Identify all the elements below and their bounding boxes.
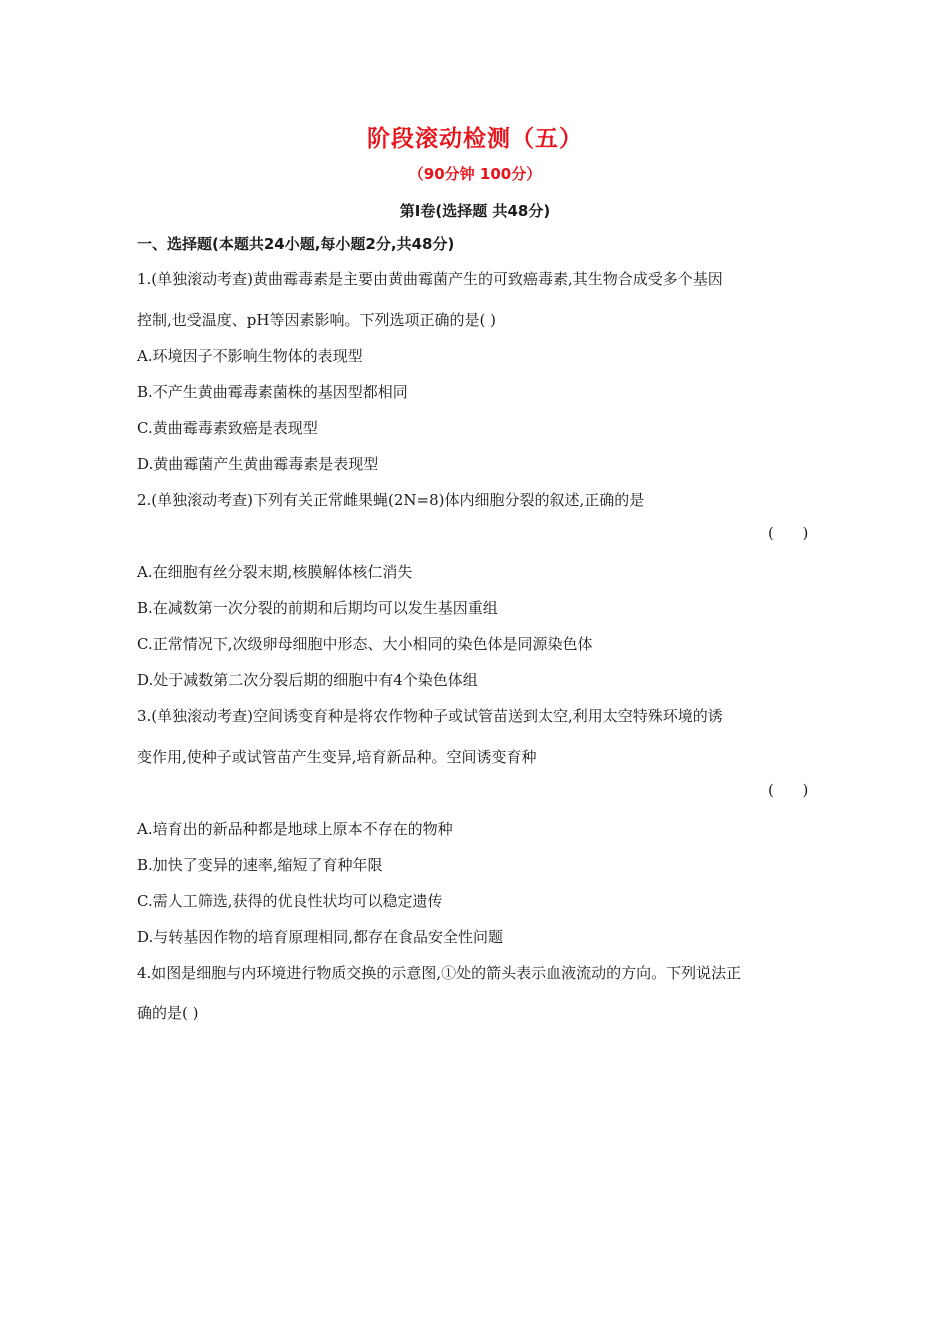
section-heading: 一、选择题(本题共24小题,每小题2分,共48分): [137, 235, 455, 253]
question-2-option-c: C.正常情况下,次级卵母细胞中形态、大小相同的染色体是同源染色体: [137, 635, 593, 653]
question-3-option-d: D.与转基因作物的培育原理相同,都存在食品安全性问题: [137, 928, 504, 946]
question-1-option-c: C.黄曲霉毒素致癌是表现型: [137, 419, 318, 437]
question-1-stem-line-1: 1.(单独滚动考查)黄曲霉毒素是主要由黄曲霉菌产生的可致癌毒素,其生物合成受多个基因: [137, 270, 723, 288]
question-3-option-a: A.培育出的新品种都是地球上原本不存在的物种: [137, 820, 453, 838]
question-1-option-a: A.环境因子不影响生物体的表现型: [137, 347, 363, 365]
question-2-stem-line-1: 2.(单独滚动考查)下列有关正常雌果蝇(2N=8)体内细胞分裂的叙述,正确的是: [137, 491, 645, 509]
question-3-stem-line-2: 变作用,使种子或试管苗产生变异,培育新品种。空间诱变育种: [137, 748, 537, 766]
question-2-option-d: D.处于减数第二次分裂后期的细胞中有4个染色体组: [137, 671, 478, 689]
question-4-stem-line-2: 确的是( ): [137, 1004, 199, 1022]
question-2-answer-paren: ( ): [768, 524, 809, 542]
exam-duration-score: （90分钟 100分）: [408, 165, 542, 183]
question-1-option-b: B.不产生黄曲霉毒素菌株的基因型都相同: [137, 383, 408, 401]
volume-heading: 第Ⅰ卷(选择题 共48分): [399, 202, 551, 220]
page-title: 阶段滚动检测（五）: [367, 126, 583, 152]
question-3-option-c: C.需人工筛选,获得的优良性状均可以稳定遗传: [137, 892, 443, 910]
question-1-option-d: D.黄曲霉菌产生黄曲霉毒素是表现型: [137, 455, 379, 473]
question-4-stem-line-1: 4.如图是细胞与内环境进行物质交换的示意图,①处的箭头表示血液流动的方向。下列说法正: [137, 964, 742, 982]
question-3-stem-line-1: 3.(单独滚动考查)空间诱变育种是将农作物种子或试管苗送到太空,利用太空特殊环境的诱: [137, 707, 723, 725]
question-3-answer-paren: ( ): [768, 781, 809, 799]
question-2-option-a: A.在细胞有丝分裂末期,核膜解体核仁消失: [137, 563, 413, 581]
question-3-option-b: B.加快了变异的速率,缩短了育种年限: [137, 856, 383, 874]
question-2-option-b: B.在减数第一次分裂的前期和后期均可以发生基因重组: [137, 599, 498, 617]
question-1-stem-line-2: 控制,也受温度、pH等因素影响。下列选项正确的是( ): [137, 311, 496, 329]
